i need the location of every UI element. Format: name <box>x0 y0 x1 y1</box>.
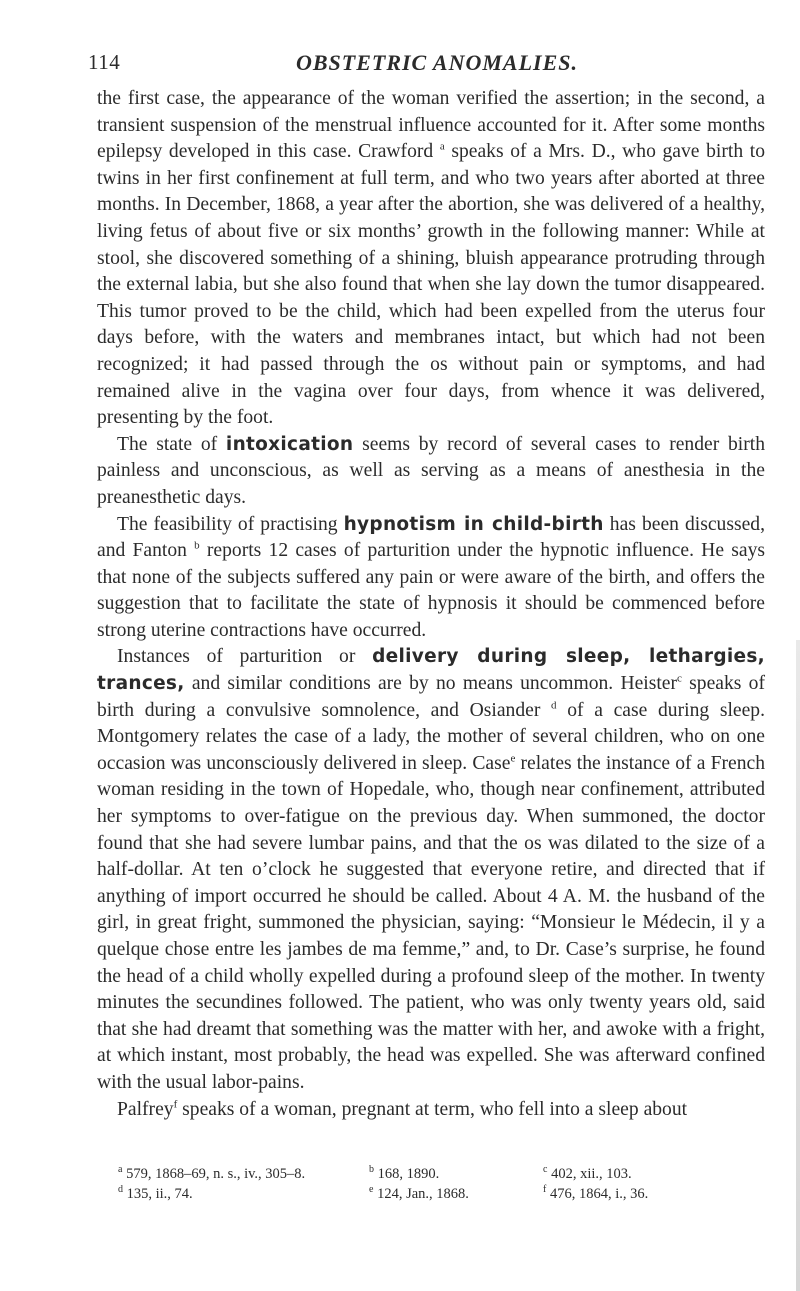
keyword-heading: hypnotism in child-birth <box>343 513 604 535</box>
footnote-text: 476, 1864, i., 36. <box>546 1186 649 1202</box>
text-run: speaks of a Mrs. D., who gave birth to twins in her first confinement at full term, and who two years after aborted at three months. In December, 1868, a year after the abortion, she was delivered of a healthy, living fetus of about five or six months’ growth in the following manner: While at stool, she discovered something of a shining, bluish appearance protruding through the external labia, but she also found that when she lay down the tumor disappeared. This tumor proved to be the child, which had been expelled from the uterus four days before, with the waters and membranes intact, but which had not been recognized; it had passed through the os without pain or symptoms, and had remained alive in the vagina over four days, from whence it was delivered, presenting by the foot. <box>97 141 765 429</box>
paragraph-5 <box>97 1097 765 1124</box>
footnote-ref: e <box>510 752 516 765</box>
body-text <box>97 86 765 1123</box>
running-title: OBSTETRIC ANOMALIES. <box>295 50 579 75</box>
text-run: relates the instance of a French woman residing in the town of Hopedale, who, though near confinement, attributed her symptoms to over-fatigue on the previous day. When summoned, the doctor found that she had severe lumbar pains, and that the os was dilated to the size of a half-dollar. At ten o’clock he suggested that everyone retire, and directed that if anything of import occurred he should be called. About 4 A. M. the husband of the girl, in great fright, summoned the physician, saying: “Monsieur le Médecin, il y a quelque chose entre les jambes de ma femme,” and, to Dr. Case’s surprise, he found the head of a child wholly expelled during a profound sleep of the mother. In twenty minutes the secundines followed. The patient, who was only twenty years old, said that she had dreamt that something was the matter with her, and awoke with a fright, at which instant, most probably, the head was expelled. She was afterward confined with the usual labor-pains. <box>97 752 765 1093</box>
footnote-text: 124, Jan., 1868. <box>373 1186 469 1202</box>
paragraph-4 <box>97 644 765 1096</box>
keyword-heading: delivery during sleep, lethargies, trances, <box>97 646 765 695</box>
footnote <box>369 1164 543 1184</box>
paragraph-1 <box>97 86 765 432</box>
text-run: seems by record of several cases to render birth painless and unconscious, as well as serving as a means of anesthesia in the preanesthetic days. <box>97 433 765 508</box>
paragraph-2 <box>97 432 765 512</box>
footnote-text: 579, 1868–69, n. s., iv., 305–8. <box>122 1166 306 1182</box>
text-run: Instances of parturition or <box>117 646 373 668</box>
footnotes <box>118 1164 768 1204</box>
footnote-mark: e <box>369 1184 374 1196</box>
footnote-row <box>118 1184 768 1204</box>
footnote-mark: c <box>543 1164 548 1176</box>
page-number: 114 <box>88 50 121 74</box>
footnote-row <box>118 1164 768 1184</box>
footnote-ref: c <box>677 672 682 685</box>
footnote <box>118 1184 369 1204</box>
footnote-text: 168, 1890. <box>374 1166 440 1182</box>
text-run: The feasibility of practising <box>117 513 344 535</box>
text-run: reports 12 cases of parturition under the hypnotic influence. He says that none of the subjects suffered any pain or were aware of the birth, and offers the suggestion that to facilitate the state of hypnosis it should be commenced before strong uterine contractions have occurred. <box>97 540 765 641</box>
page-edge-shadow <box>796 640 800 1291</box>
paragraph-3 <box>97 512 765 645</box>
footnote <box>369 1184 543 1204</box>
footnote-mark: b <box>369 1164 374 1176</box>
text-run: the first case, the appearance of the woman verified the assertion; in the second, a transient suspension of the menstrual influence accounted for it. After some months epilepsy developed in this case. Crawford <box>97 88 765 163</box>
footnote-text: 402, xii., 103. <box>547 1166 632 1182</box>
footnote-mark: f <box>543 1184 547 1196</box>
footnote-mark: a <box>118 1164 123 1176</box>
footnote <box>543 1164 743 1184</box>
text-run: has been discussed, and Fanton <box>97 513 765 562</box>
text-run: The state of <box>117 433 226 455</box>
footnote-ref: b <box>194 539 200 552</box>
footnote-ref: a <box>439 140 445 153</box>
text-run: and similar conditions are by no means uncommon. Heister <box>184 673 678 695</box>
text-run: speaks of a woman, pregnant at term, who fell into a sleep about <box>177 1098 688 1120</box>
footnote <box>118 1164 369 1184</box>
text-run: of a case during sleep. Montgomery relates the case of a lady, the mother of several children, who on one occasion was unconsciously delivered in sleep. Case <box>97 699 766 774</box>
footnote-text: 135, ii., 74. <box>123 1186 193 1202</box>
page-header <box>88 50 756 80</box>
footnote <box>543 1184 743 1204</box>
keyword-heading: intoxication <box>225 433 354 455</box>
text-run: speaks of birth during a convulsive somnolence, and Osiander <box>97 673 765 721</box>
footnote-ref: f <box>173 1098 178 1111</box>
footnote-ref: d <box>551 699 557 712</box>
footnote-mark: d <box>118 1184 123 1196</box>
text-run: Palfrey <box>117 1098 174 1120</box>
